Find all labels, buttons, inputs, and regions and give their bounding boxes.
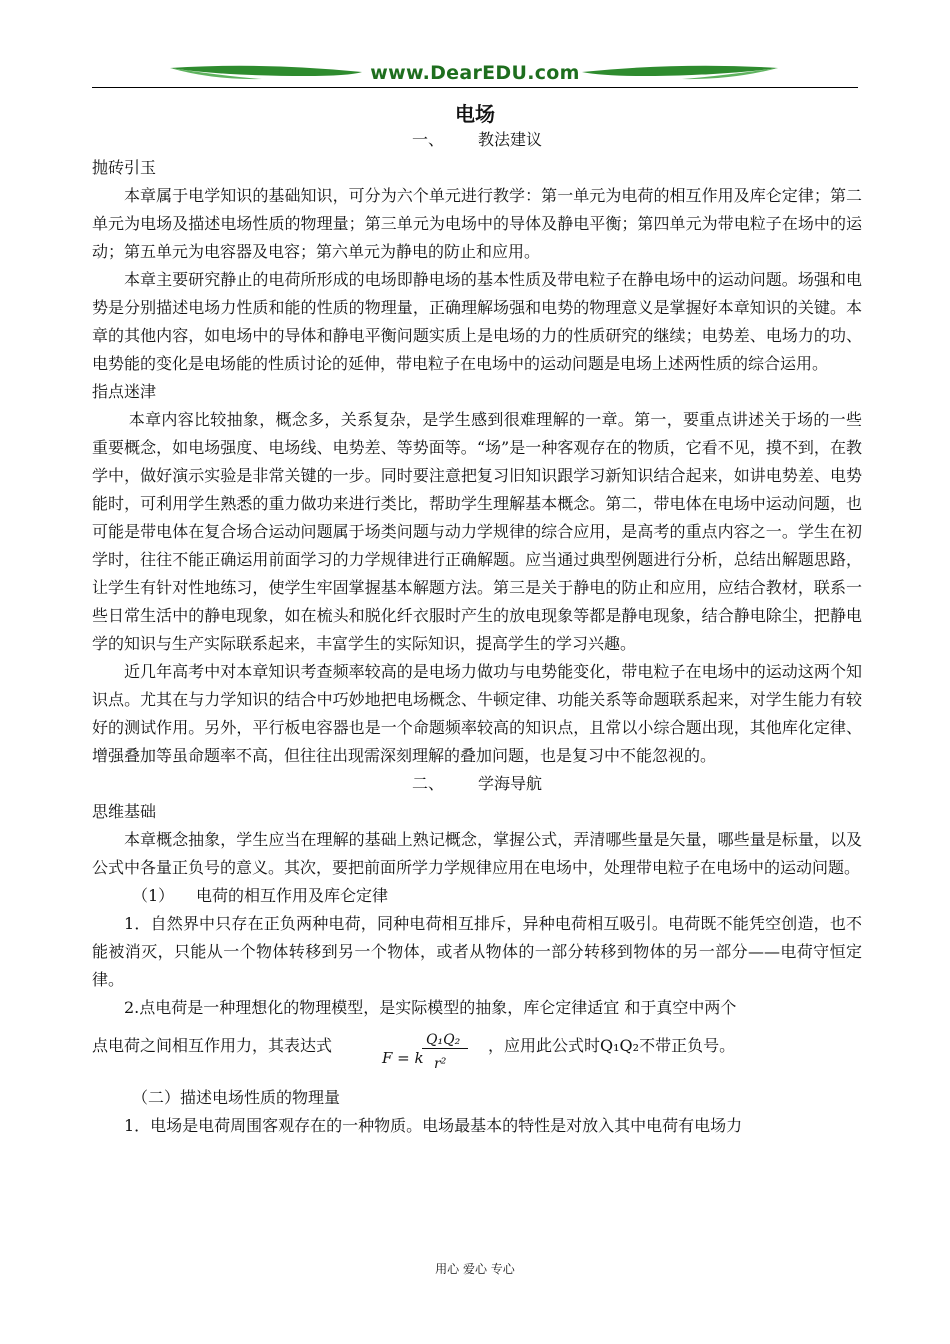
subsection-label: 抛砖引玉 xyxy=(92,158,157,177)
paragraph: 本章属于电学知识的基础知识，可分为六个单元进行教学：第一单元为电荷的相互作用及库仑定律；第二单元为电场及描述电场性质的物理量；第三单元为电场中的导体及静电平衡；第四单元为带电粒子在场中的运动；第五单元为电容器及电容；第六单元为静电的防止和应用。 xyxy=(92,186,862,261)
section-heading-2 xyxy=(92,770,862,798)
section-label: 学海导航 xyxy=(477,774,542,793)
paragraph-text: 点电荷之间相互作用力，其表达式 xyxy=(92,1036,333,1055)
paragraph: 本章内容比较抽象，概念多，关系复杂，是学生感到很难理解的一章。第一，要重点讲述关于场的一些重要概念，如电场强度、电场线、电势差、等势面等。“场”是一种客观存在的物质，它看不见，摸不到，在教学中，做好演示实验是非常关键的一步。同时要注意把复习旧知识跟学习新知识结合起来，如讲电势差、电势能时，可利用学生熟悉的重力做功来进行类比，帮助学生理解基本概念。第二，带电体在电场中运动问题，也可能是带电体在复合场合运动问题属于场类问题与动力学规律的综合应用，是高考的重点内容之一。学生在初学时，往往不能正确运用前面学习的力学规律进行正确解题。应当通过典型例题进行分析，总结出解题思路，让学生有针对性地练习，使学生牢固掌握基本解题方法。第三是关于静电的防止和应用，应结合教材，联系一些日常生活中的静电现象，如在梳头和脱化纤衣服时产生的放电现象等都是静电现象，结合静电除尘，把静电学的知识与生产实际联系起来，丰富学生的实际知识，提高学生的学习兴趣。 xyxy=(92,410,862,653)
page-title: 电场 xyxy=(455,102,495,126)
paragraph: 1．电场是电荷周围客观存在的一种物质。电场最基本的特性是对放入其中电荷有电场力 xyxy=(124,1116,743,1135)
subsection-label: 思维基础 xyxy=(92,802,157,821)
section-label: 教法建议 xyxy=(477,130,542,149)
formula-lhs: F = k xyxy=(382,1049,424,1067)
fraction-bar xyxy=(422,1048,468,1049)
section-number: 二、 xyxy=(411,774,444,793)
section-number: 一、 xyxy=(411,130,444,149)
formula-numerator: Q₁Q₂ xyxy=(426,1032,461,1048)
document-body xyxy=(92,126,862,1140)
formula-line xyxy=(92,1022,862,1084)
site-name: www.DearEDU.com xyxy=(370,62,580,84)
paragraph-text: ，应用此公式时Q₁Q₂不带正负号。 xyxy=(488,1036,736,1055)
subheading: （二）描述电场性质的物理量 xyxy=(132,1088,341,1107)
header-rule xyxy=(92,87,858,88)
coulomb-formula xyxy=(382,1022,470,1082)
paragraph: 近几年高考中对本章知识考查频率较高的是电场力做功与电势能变化，带电粒子在电场中的运动这两个知识点。尤其在与力学知识的结合中巧妙地把电场概念、牛顿定律、功能关系等命题联系起来，对学生能力有较好的测试作用。另外，平行板电容器也是一个命题频率较高的知识点，且常以小综合题出现，其他库化定律、增强叠加等虽命题率不高，但往往出现需深刻理解的叠加问题，也是复习中不能忽视的。 xyxy=(92,662,862,765)
paragraph: 2.点电荷是一种理想化的物理模型，是实际模型的抽象，库仑定律适宜 和于真空中两个 xyxy=(124,998,737,1017)
subheading-number: （1） xyxy=(132,886,175,905)
paragraph: 本章主要研究静止的电荷所形成的电场即静电场的基本性质及带电粒子在静电场中的运动问题。场强和电势是分别描述电场力性质和能的性质的物理量，正确理解场强和电势的物理意义是掌握好本章知识的关键。本章的其他内容，如电场中的导体和静电平衡问题实质上是电场的力的性质研究的继续；电势差、电场力的功、电势能的变化是电场能的性质讨论的延伸，带电粒子在电场中的运动问题是电场上述两性质的综合运用。 xyxy=(92,270,862,373)
formula-denominator: r² xyxy=(434,1056,447,1072)
page-footer: 用心 爱心 专心 xyxy=(435,1262,515,1276)
paragraph: 本章概念抽象，学生应当在理解的基础上熟记概念，掌握公式，弄清哪些量是矢量，哪些量是标量，以及公式中各量正负号的意义。其次，要把前面所学力学规律应用在电场中，处理带电粒子在电场中的运动问题。 xyxy=(92,830,862,877)
subheading-label: 电荷的相互作用及库仑定律 xyxy=(196,886,389,905)
paragraph: 1．自然界中只存在正负两种电荷，同种电荷相互排斥，异种电荷相互吸引。电荷既不能凭空创造，也不能被消灭，只能从一个物体转移到另一个物体，或者从物体的一部分转移到物体的另一部分——电荷守恒定律。 xyxy=(92,914,862,989)
subheading xyxy=(92,882,862,910)
section-heading-1 xyxy=(92,126,862,154)
subsection-label: 指点迷津 xyxy=(92,382,157,401)
